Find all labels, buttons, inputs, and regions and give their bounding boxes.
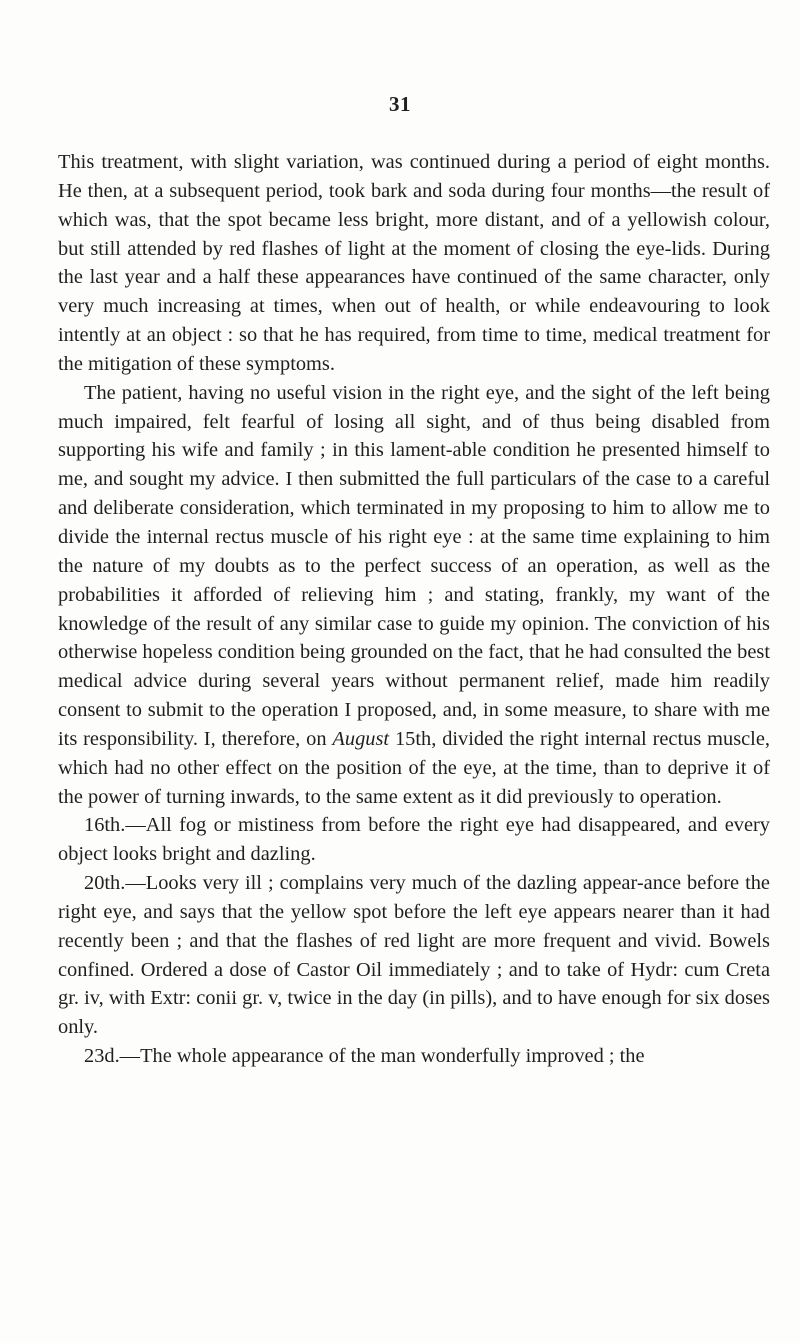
paragraph-1 [58, 148, 770, 379]
page-number: 31 [389, 92, 411, 116]
body-text [58, 148, 770, 1071]
paragraph-4 [58, 869, 770, 1042]
paragraph-3 [58, 811, 770, 869]
paragraph-5 [58, 1042, 770, 1071]
paragraph-4-text: 20th.—Looks very ill ; complains very much of the dazling appear-ance before the right eye, and says that the yellow spot before the left eye appears nearer than it had recently been ; and that the flashes of red light are more frequent and vivid. Bowels confined. Ordered a dose of Castor Oil immediately ; and to take of Hydr: cum Creta gr. iv, with Extr: conii gr. v, twice in the day (in pills), and to have enough for six doses only. [58, 872, 770, 1039]
paragraph-2 [58, 379, 770, 812]
paragraph-1-text: This treatment, with slight variation, was continued during a period of eight months. He then, at a subsequent period, took bark and soda during four months—the result of which was, that the spot became less bright, more distant, and of a yellowish colour, but still attended by red flashes of light at the moment of closing the eye-lids. During the last year and a half these appearances have continued of the same character, only very much increasing at times, when out of health, or while endeavouring to look intently at an object : so that he has required, from time to time, medical treatment for the mitigation of these symptoms. [58, 151, 770, 375]
paragraph-2-text-after: 15th, divided the right internal rectus muscle, which had no other effect on the position of the eye, at the time, than to deprive it of the power of turning inwards, to the same extent as it did previously to operation. [58, 727, 770, 808]
paragraph-5-text: 23d.—The whole appearance of the man wonderfully improved ; the [84, 1045, 645, 1068]
paragraph-2-italic-date: August [332, 727, 390, 750]
paragraph-2-text: The patient, having no useful vision in the right eye, and the sight of the left being much impaired, felt fearful of losing all sight, and of thus being disabled from supporting his wife and family ; in this lament-able condition he presented himself to me, and sought my advice. I then submitted the full particulars of the case to a careful and deliberate consideration, which terminated in my proposing to him to allow me to divide the internal rectus muscle of his right eye : at the same time explaining to him the nature of my doubts as to the perfect success of an operation, as well as the probabilities it afforded of relieving him ; and stating, frankly, my want of the knowledge of the result of any similar case to guide my opinion. The conviction of his otherwise hopeless condition being grounded on the fact, that he had consulted the best medical advice during several years without permanent relief, made him readily consent to submit to the operation I proposed, and, in some measure, to share with me its responsibility. I, therefore, on [58, 381, 770, 750]
paragraph-3-text: 16th.—All fog or mistiness from before the right eye had disappeared, and every object looks bright and dazling. [58, 814, 770, 866]
